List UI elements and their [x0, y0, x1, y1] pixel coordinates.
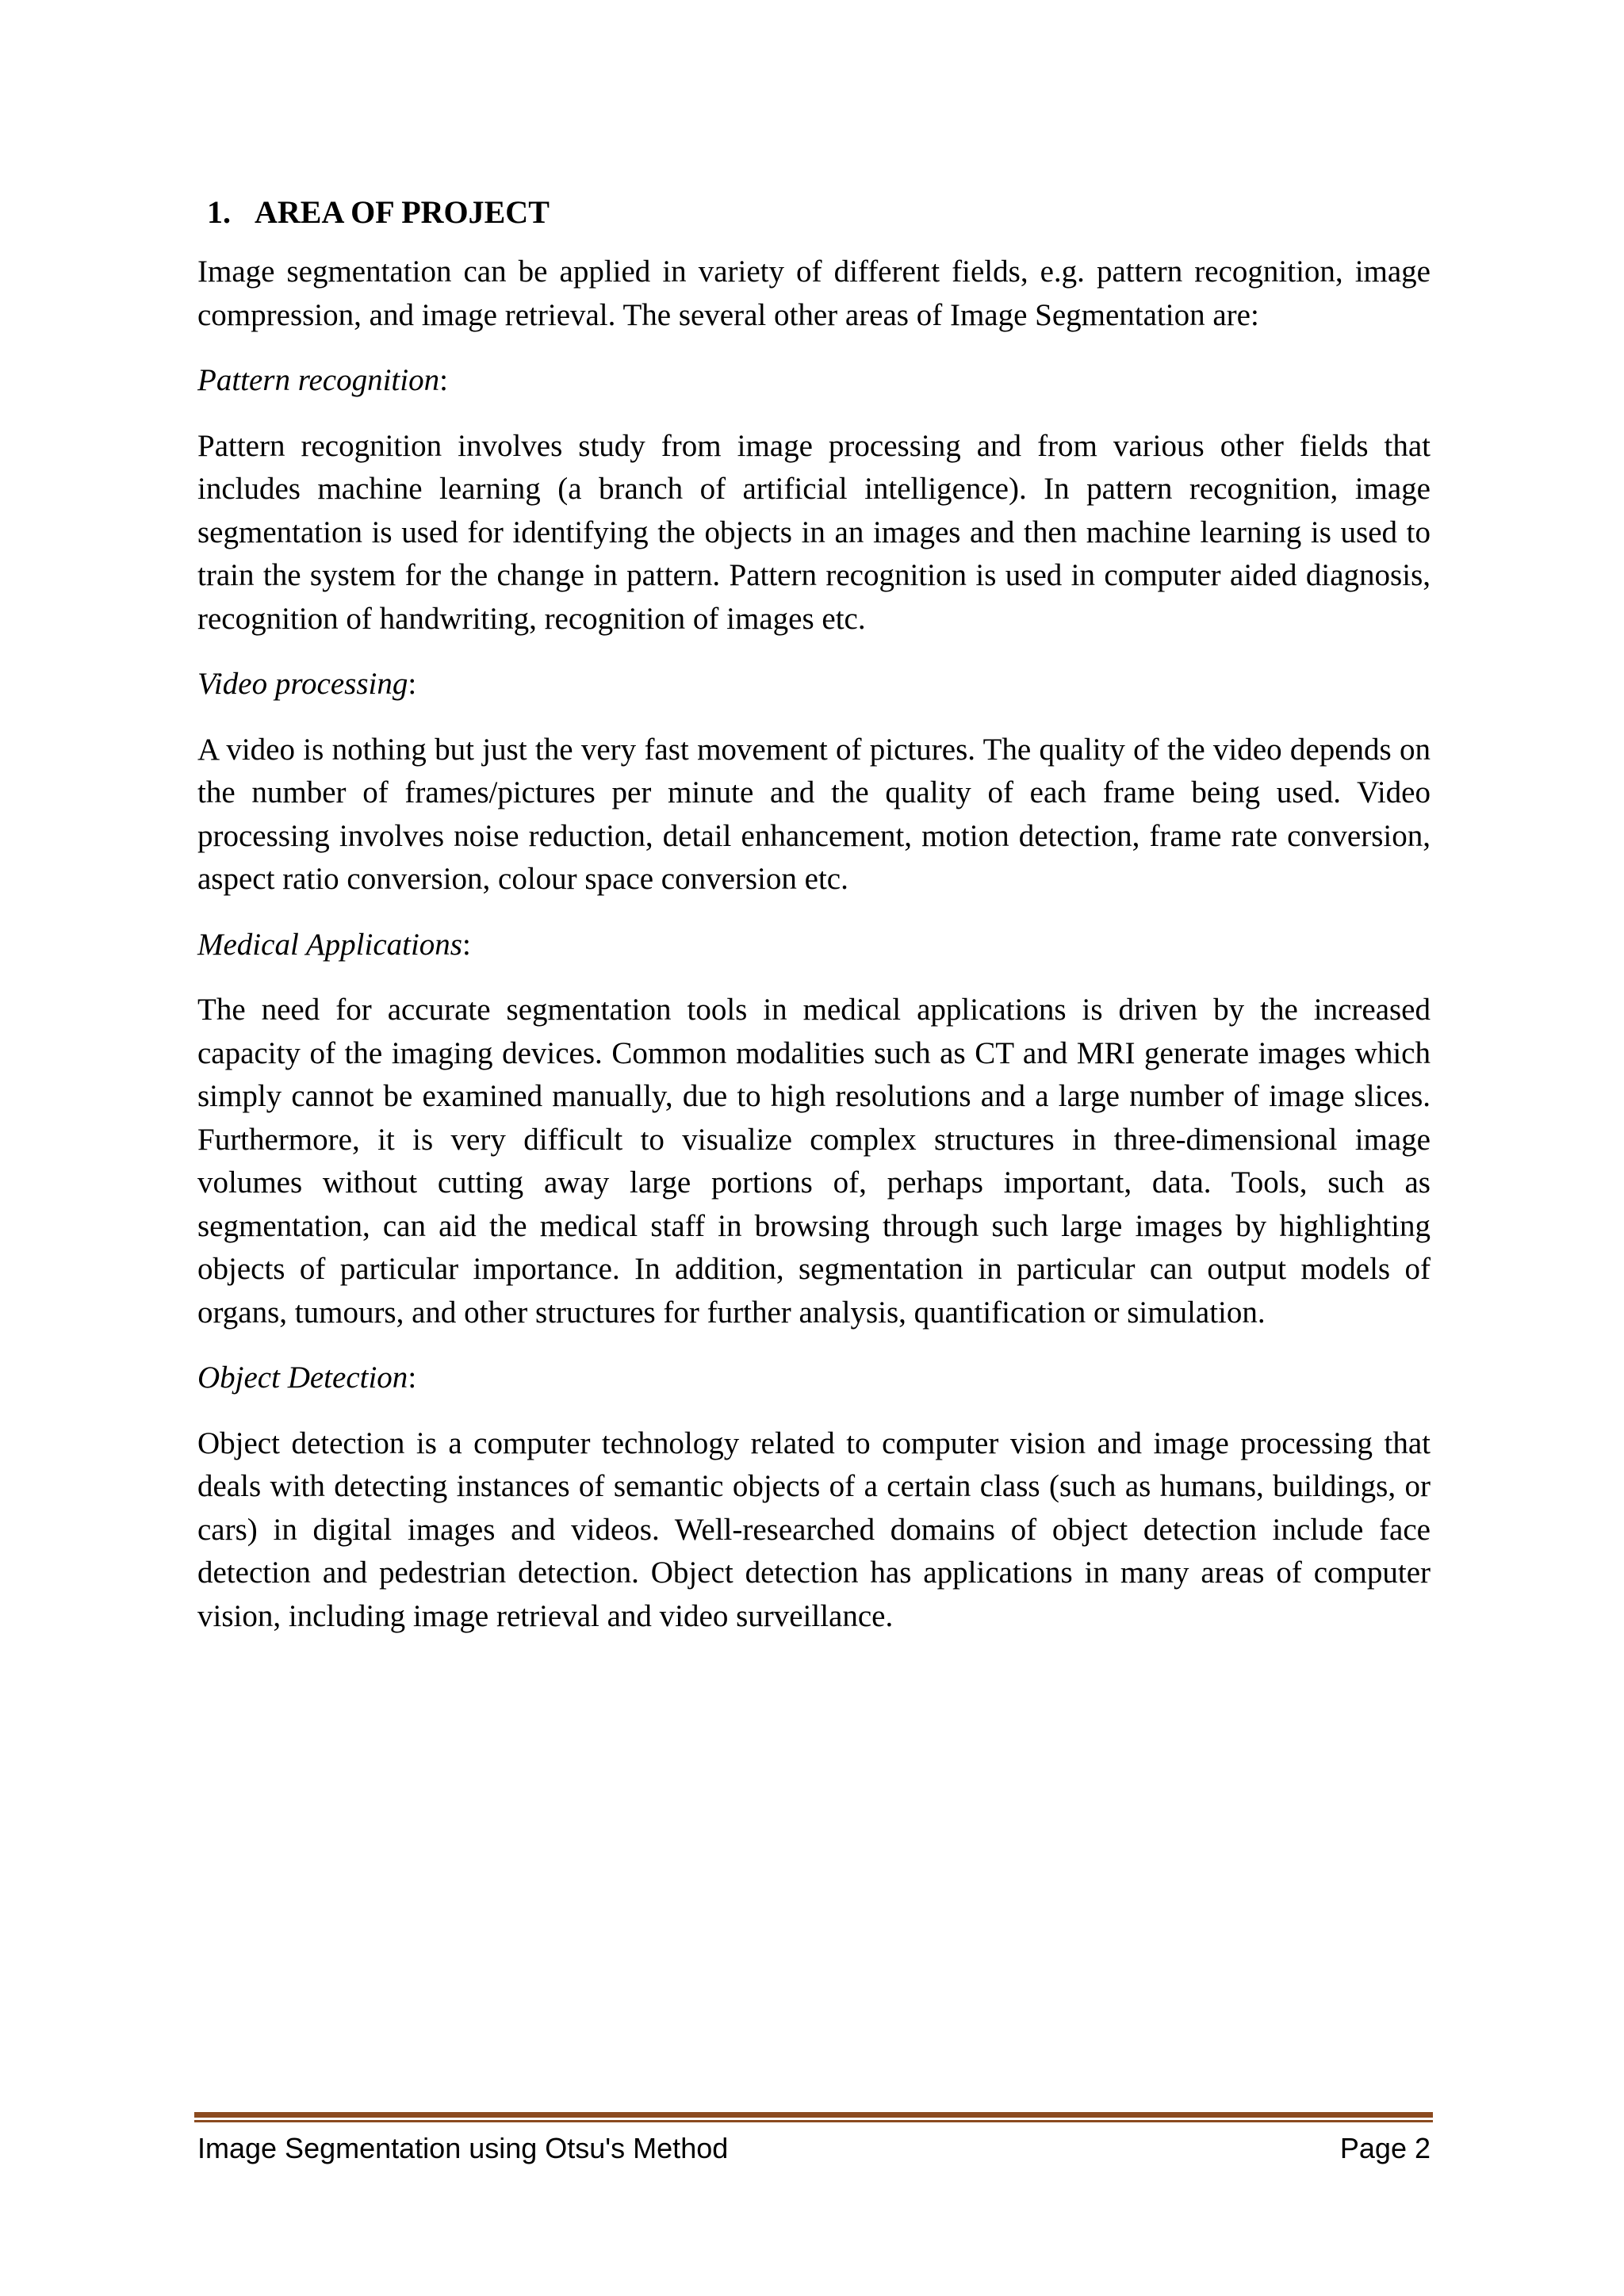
- subsection-title-video-processing: Video processing:: [197, 667, 417, 701]
- section-number: 1.: [207, 194, 231, 230]
- footer-rule: [194, 2112, 1433, 2123]
- subsection-title-object-detection: Object Detection:: [197, 1360, 417, 1395]
- subsection-title-medical-applications: Medical Applications:: [197, 927, 471, 962]
- subsection-body-object-detection: Object detection is a computer technology related to computer vision and image processing that deals with detecting instances of semantic objects of a certain class (such as humans, buildings, or cars) in digital images and videos. Well-researched domains of object detection include face detection and pedestrian detection. Object detection has applications in many areas of computer vision, including image retrieval and video surveillance.: [197, 1425, 1431, 1633]
- subsection-body-pattern-recognition: Pattern recognition involves study from image processing and from various other fields that includes machine learning (a branch of artificial intelligence). In pattern recognition, image segmentation is used for identifying the objects in an images and then machine learning is used to train the system for the change in pattern. Pattern recognition is used in computer aided diagnosis, recognition of handwriting, recognition of images etc.: [197, 428, 1431, 636]
- page-footer: [197, 2130, 1431, 2168]
- subsection-title-pattern-recognition: Pattern recognition:: [197, 363, 448, 397]
- document-body: [197, 190, 1431, 1660]
- subsection-body-medical-applications: The need for accurate segmentation tools in medical applications is driven by the increased capacity of the imaging devices. Common modalities such as CT and MRI generate images which simply cannot be examined manually, due to high resolutions and a large number of image slices. Furthermore, it is very difficult to visualize complex structures in three-dimensional image volumes without cutting away large portions of, perhaps important, data. Tools, such as segmentation, can aid the medical staff in browsing through such large images by highlighting objects of particular importance. In addition, segmentation in particular can output models of organs, tumours, and other structures for further analysis, quantification or simulation.: [197, 993, 1431, 1330]
- section-heading: [207, 190, 1431, 235]
- footer-rule-thin: [194, 2120, 1433, 2122]
- footer-page-number: Page 2: [1339, 2132, 1431, 2164]
- section-title: AREA OF PROJECT: [255, 194, 550, 230]
- footer-rule-thick: [194, 2112, 1433, 2118]
- subsection-body-video-processing: A video is nothing but just the very fast movement of pictures. The quality of the video depends on the number of frames/pictures per minute and the quality of each frame being used. Video processing involves noise reduction, detail enhancement, motion detection, frame rate conversion, aspect ratio conversion, colour space conversion etc.: [197, 732, 1431, 896]
- footer-document-title: Image Segmentation using Otsu's Method: [197, 2132, 729, 2164]
- intro-paragraph: Image segmentation can be applied in variety of different fields, e.g. pattern recognition, image compression, and image retrieval. The several other areas of Image Segmentation are:: [197, 254, 1431, 332]
